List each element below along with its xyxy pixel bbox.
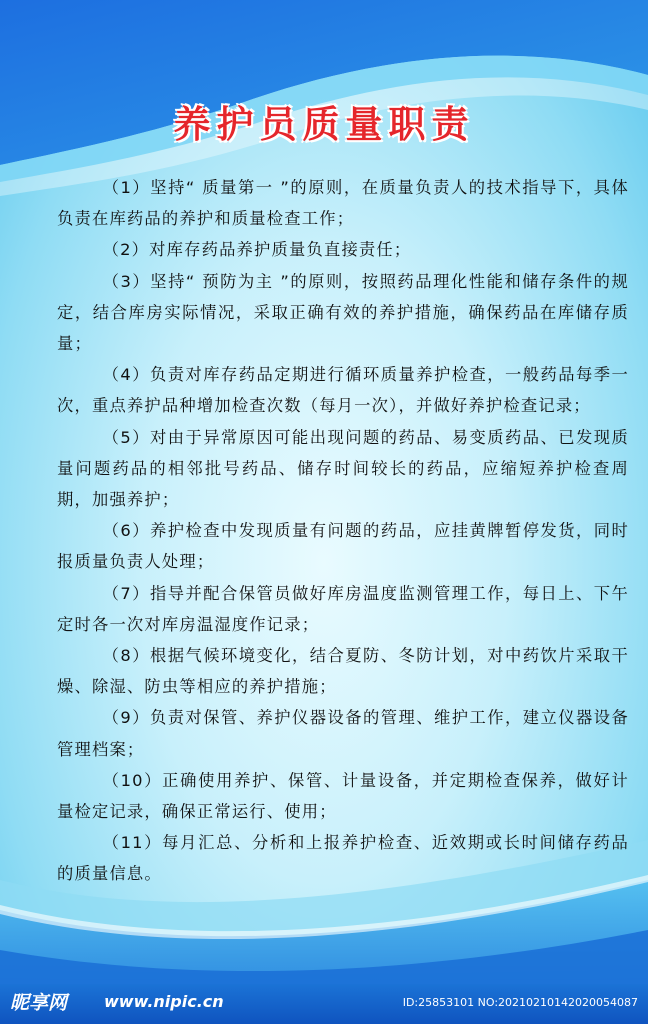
- duty-item: （4）负责对库存药品定期进行循环质量养护检查，一般药品每季一次，重点养护品种增加检查次数（每月一次），并做好养护检查记录；: [57, 365, 629, 416]
- duty-item: （11）每月汇总、分析和上报养护检查、近效期或长时间储存药品的质量信息。: [57, 833, 629, 884]
- duty-item: （1）坚持“ 质量第一 ”的原则，在质量负责人的技术指导下，具体负责在库药品的养护和质量检查工作；: [57, 178, 629, 229]
- duty-item: （2）对库存药品养护质量负直接责任；: [102, 240, 412, 260]
- duty-item: （7）指导并配合保管员做好库房温度监测管理工作，每日上、下午定时各一次对库房温湿度作记录；: [57, 583, 629, 634]
- watermark-url: www.nipic.cn: [104, 992, 224, 1011]
- duty-list: [57, 172, 629, 890]
- duty-item: （5）对由于异常原因可能出现问题的药品、易变质药品、已发现质量问题药品的相邻批号药品、储存时间较长的药品，应缩短养护检查周期，加强养护；: [57, 427, 629, 510]
- duty-item: （9）负责对保管、养护仪器设备的管理、维护工作，建立仪器设备管理档案；: [57, 708, 629, 759]
- duty-item: （6）养护检查中发现质量有问题的药品，应挂黄牌暂停发货，同时报质量负责人处理；: [57, 521, 629, 572]
- poster-title: 养护员质量职责: [173, 103, 475, 146]
- duty-item: （3）坚持“ 预防为主 ”的原则，按照药品理化性能和储存条件的规定，结合库房实际情况，采取正确有效的养护措施，确保药品在库储存质量；: [57, 271, 629, 354]
- duty-item: （8）根据气候环境变化，结合夏防、冬防计划，对中药饮片采取干燥、除湿、防虫等相应的养护措施；: [57, 646, 629, 697]
- duty-item: （10）正确使用养护、保管、计量设备，并定期检查保养，做好计量检定记录，确保正常运行、使用；: [57, 770, 629, 822]
- watermark-logo: 昵享网: [10, 992, 68, 1014]
- watermark-id: ID:25853101 NO:20210210142020054087: [402, 996, 638, 1009]
